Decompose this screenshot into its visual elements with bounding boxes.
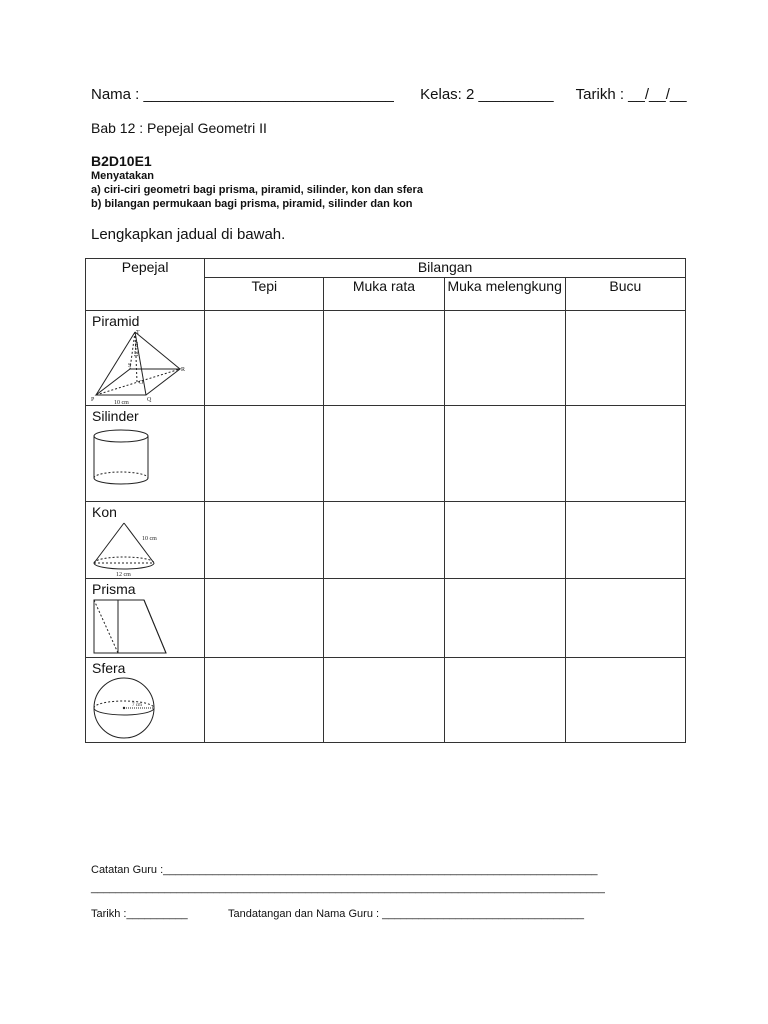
- catatan-guru: Catatan Guru :_______________________________________________________________________: [91, 864, 598, 876]
- objective-line-b: b) bilangan permukaan bagi prisma, piramid, silinder dan kon: [91, 198, 413, 210]
- bucu-cell[interactable]: [565, 406, 685, 502]
- row-label: Silinder: [92, 408, 139, 424]
- instruction: Lengkapkan jadual di bawah.: [91, 226, 286, 243]
- bucu-cell[interactable]: [565, 311, 685, 406]
- row-label: Sfera: [92, 660, 126, 676]
- header-tepi: Tepi: [205, 278, 324, 311]
- vertex-label: T: [136, 330, 140, 336]
- row-label: Piramid: [92, 313, 140, 329]
- tepi-cell[interactable]: [205, 406, 324, 502]
- row-label-cell: [86, 579, 205, 658]
- vertex-label: Q: [147, 397, 152, 403]
- chapter-title: Bab 12 : Pepejal Geometri II: [91, 120, 267, 136]
- muka-rata-cell[interactable]: [324, 658, 444, 743]
- objective-code: B2D10E1: [91, 153, 152, 169]
- sphere-figure: [90, 676, 162, 740]
- header-bucu: Bucu: [565, 278, 685, 311]
- kelas-field: Kelas: 2 _________: [420, 86, 554, 103]
- row-label: Kon: [92, 504, 117, 520]
- dimension-label: 7 cm: [132, 703, 142, 708]
- cylinder-figure: [90, 424, 160, 490]
- vertex-label: S: [128, 363, 132, 369]
- cone-figure: [90, 520, 170, 578]
- header-muka-melengkung: Muka melengkung: [444, 278, 565, 311]
- nama-field: Nama : ______________________________: [91, 86, 394, 103]
- muka-melengkung-cell[interactable]: [444, 406, 565, 502]
- tepi-cell[interactable]: [205, 502, 324, 579]
- tepi-cell[interactable]: [205, 579, 324, 658]
- footer-tandatangan: Tandatangan dan Nama Guru : _________________________________: [228, 908, 584, 920]
- vertex-label: O: [139, 380, 144, 386]
- muka-rata-cell[interactable]: [324, 502, 444, 579]
- table-row: [86, 502, 686, 579]
- bucu-cell[interactable]: [565, 502, 685, 579]
- solids-table: [85, 258, 686, 743]
- table-row: [86, 658, 686, 743]
- tepi-cell[interactable]: [205, 311, 324, 406]
- bucu-cell[interactable]: [565, 579, 685, 658]
- dimension-label: 12 cm: [116, 572, 131, 578]
- muka-melengkung-cell[interactable]: [444, 658, 565, 743]
- tepi-cell[interactable]: [205, 658, 324, 743]
- prism-figure: [90, 597, 170, 657]
- catatan-guru-line2: ____________________________________________________________________________________: [91, 882, 605, 894]
- row-label-cell: [86, 406, 205, 502]
- dimension-label: 12 cm: [134, 342, 140, 357]
- muka-rata-cell[interactable]: [324, 579, 444, 658]
- header-bilangan: Bilangan: [205, 259, 686, 278]
- muka-rata-cell[interactable]: [324, 406, 444, 502]
- footer-tarikh: Tarikh :__________: [91, 908, 188, 920]
- table-row: [86, 406, 686, 502]
- table-row: [86, 311, 686, 406]
- table-row: [86, 579, 686, 658]
- header-muka-rata: Muka rata: [324, 278, 444, 311]
- muka-melengkung-cell[interactable]: [444, 311, 565, 406]
- row-label-cell: [86, 311, 205, 406]
- tarikh-field: Tarikh : __/__/__: [575, 86, 687, 103]
- header-pepejal: Pepejal: [86, 259, 205, 311]
- muka-melengkung-cell[interactable]: [444, 579, 565, 658]
- dimension-label: 10 cm: [142, 536, 157, 542]
- pyramid-figure: [90, 329, 190, 405]
- muka-melengkung-cell[interactable]: [444, 502, 565, 579]
- objective-title: Menyatakan: [91, 170, 154, 182]
- bucu-cell[interactable]: [565, 658, 685, 743]
- dimension-label: 10 cm: [114, 400, 129, 405]
- row-label: Prisma: [92, 581, 136, 597]
- objective-line-a: a) ciri-ciri geometri bagi prisma, piramid, silinder, kon dan sfera: [91, 184, 423, 196]
- vertex-label: R: [181, 367, 186, 373]
- muka-rata-cell[interactable]: [324, 311, 444, 406]
- header-line: [91, 86, 687, 103]
- row-label-cell: [86, 502, 205, 579]
- row-label-cell: [86, 658, 205, 743]
- vertex-label: P: [91, 397, 95, 403]
